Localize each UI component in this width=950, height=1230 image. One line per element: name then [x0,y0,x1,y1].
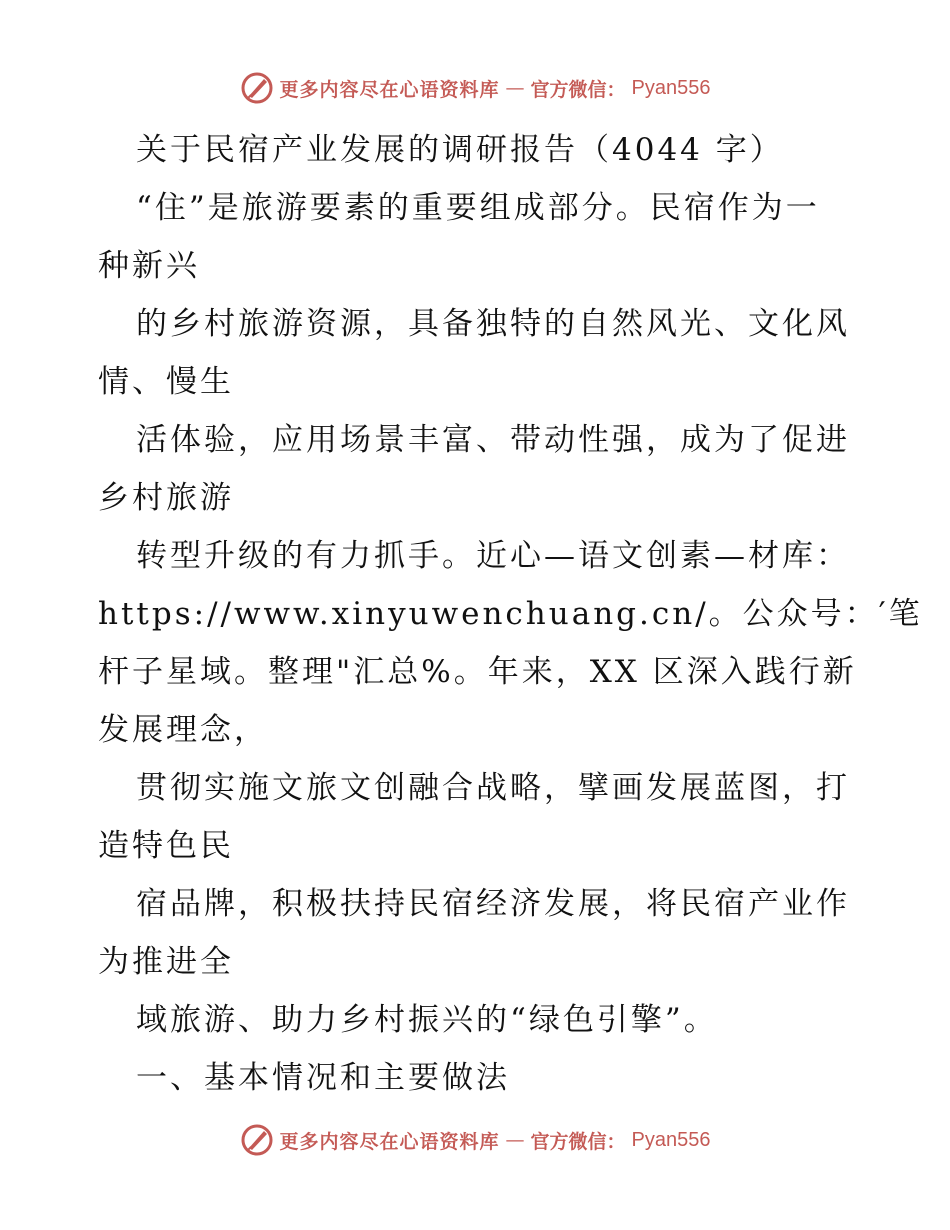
banner-slogan: 更多内容尽在心语资料库 [279,1130,500,1153]
quill-pen-logo-icon [240,1123,274,1157]
paragraph-line: “住”是旅游要素的重要组成部分。民宿作为一 [136,190,820,226]
document-title: 关于民宿产业发展的调研报告（4044 字） [136,132,784,168]
paragraph-line: 的乡村旅游资源，具备独特的自然风光、文化风 [136,306,850,342]
quill-pen-logo-icon [240,71,274,105]
footer-banner [0,1120,950,1160]
banner-wechat-label: 官方微信： [530,78,626,101]
paragraph-line: 种新兴 [98,248,200,284]
paragraph-line: 域旅游、助力乡村振兴的“绿色引擎”。 [136,1002,718,1038]
banner-wechat-id: Pyan556 [631,1128,711,1151]
banner-dash: — [505,1129,525,1151]
banner-slogan: 更多内容尽在心语资料库 [279,78,500,101]
paragraph-line: https://www.xinyuwenchuang.cn/。公众号：′笔 [98,596,923,632]
header-banner [0,68,950,108]
paragraph-line: 贯彻实施文旅文创融合战略，擘画发展蓝图，打 [136,770,850,806]
paragraph-line: 活体验，应用场景丰富、带动性强，成为了促进 [136,422,850,458]
paragraph-line: 杆子星域。整理"汇总%。年来，XX 区深入践行新 [98,654,857,690]
paragraph-line: 转型升级的有力抓手。近心—语文创素—材库： [136,538,850,574]
paragraph-line: 乡村旅游 [98,480,234,516]
paragraph-line: 造特色民 [98,828,234,864]
banner-wechat-id: Pyan556 [631,76,711,99]
paragraph-line: 发展理念， [98,712,268,748]
section-heading: 一、基本情况和主要做法 [136,1060,510,1096]
banner-wechat-label: 官方微信： [530,1130,626,1153]
paragraph-line: 情、慢生 [98,364,234,400]
paragraph-line: 宿品牌，积极扶持民宿经济发展，将民宿产业作 [136,886,850,922]
paragraph-line: 为推进全 [98,944,234,980]
banner-dash: — [505,77,525,99]
